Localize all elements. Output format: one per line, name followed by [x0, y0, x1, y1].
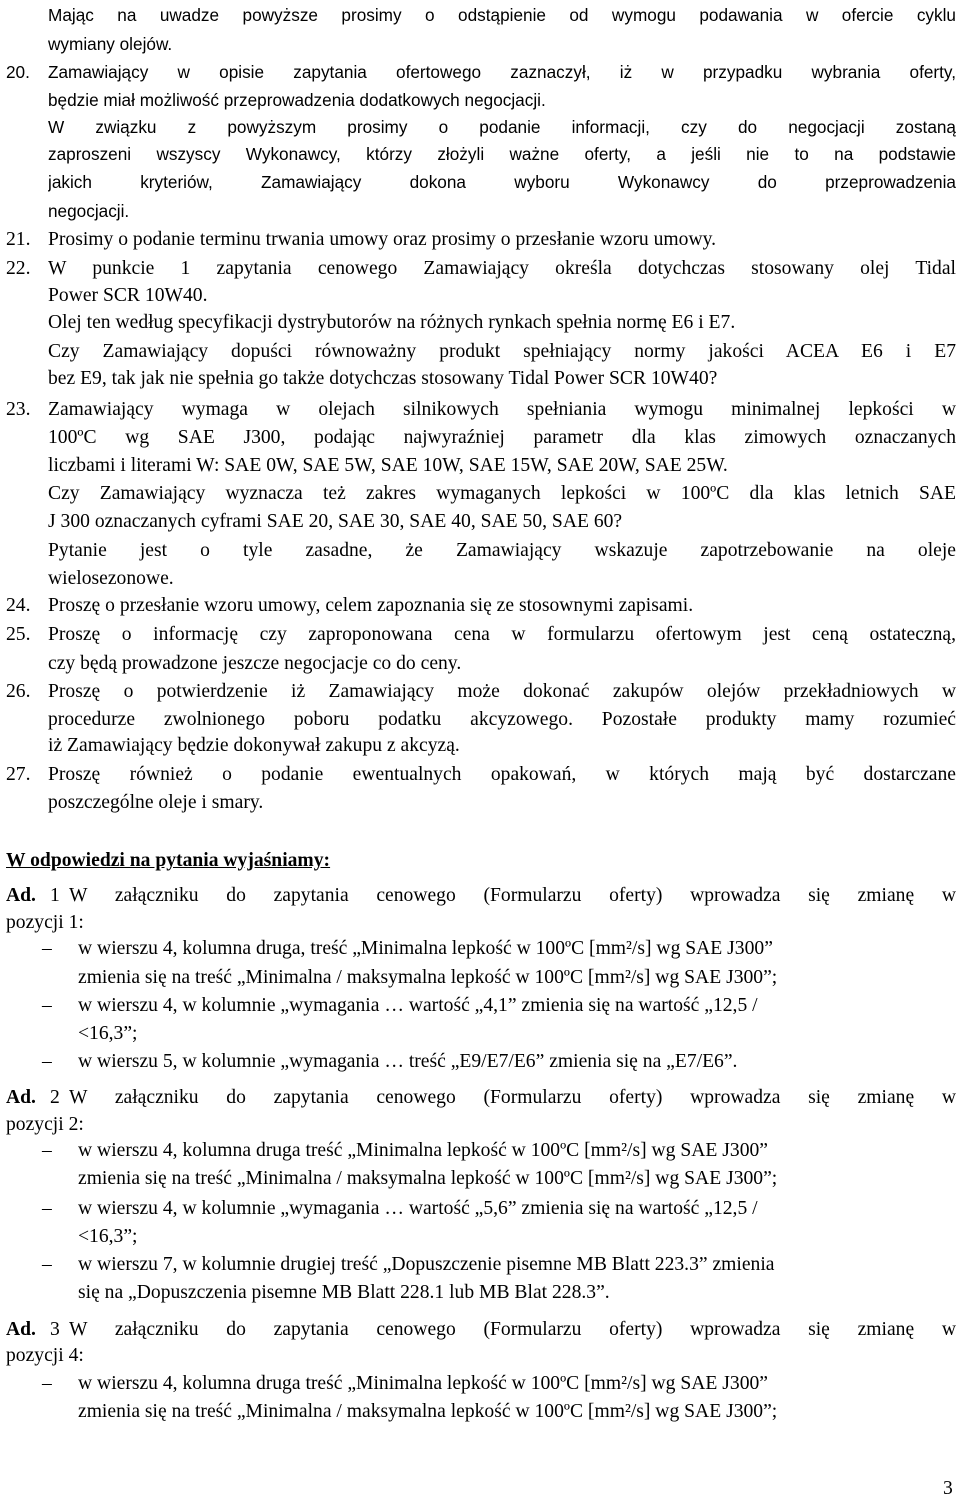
answer-intro-line: pozycji 2: — [6, 1114, 84, 1135]
answer-intro-line: pozycji 4: — [6, 1345, 84, 1366]
bullet-text-line: <16,3”; — [78, 1023, 138, 1044]
question-text-line: Power SCR 10W40. — [48, 285, 208, 306]
question-text-line: Prosimy o podanie terminu trwania umowy oraz prosimy o przesłanie wzoru umowy. — [48, 229, 717, 250]
dash-bullet-icon: – — [42, 995, 52, 1016]
bullet-text-line: zmienia się na treść „Minimalna / maksymalna lepkość w 100ºC [mm²/s] wg SAE J300”; — [78, 967, 778, 988]
page-number: 3 — [943, 1478, 953, 1499]
question-text-line: poszczególne oleje i smary. — [48, 792, 264, 813]
answer-number: 3 — [50, 1319, 60, 1340]
question-text-line: iż Zamawiający będzie dokonywał zakupu z akcyzą. — [48, 735, 460, 756]
question-text-line: Proszę o informację czy zaproponowana cena w formularzu ofertowym jest ceną ostateczną, — [48, 624, 956, 645]
dash-bullet-icon: – — [42, 938, 52, 959]
bullet-text-line: w wierszu 4, w kolumnie „wymagania … wartość „4,1” zmienia się na wartość „12,5 / — [78, 995, 758, 1016]
bullet-text-line: w wierszu 4, kolumna druga treść „Minimalna lepkość w 100ºC [mm²/s] wg SAE J300” — [78, 1373, 768, 1394]
question-text-line: Proszę o potwierdzenie iż Zamawiający może dokonać zakupów olejów przekładniowych w — [48, 681, 956, 702]
question-text-line: negocjacji. — [48, 201, 130, 221]
question-text-line: wymiany olejów. — [48, 34, 173, 54]
answer-label: Ad. — [6, 885, 36, 906]
bullet-text-line: zmienia się na treść „Minimalna / maksymalna lepkość w 100ºC [mm²/s] wg SAE J300”; — [78, 1168, 778, 1189]
question-text-line: wielosezonowe. — [48, 568, 174, 589]
bullet-text-line: w wierszu 5, w kolumnie „wymagania … treść „E9/E7/E6” zmienia się na „E7/E6”. — [78, 1051, 738, 1072]
answer-label: Ad. — [6, 1319, 36, 1340]
answer-intro-line: W załączniku do zapytania cenowego (Formularzu oferty) wprowadza się zmianę w — [69, 885, 956, 906]
question-number: 24. — [6, 595, 31, 616]
question-text-line: Czy Zamawiający dopuści równoważny produkt spełniający normy jakości ACEA E6 i E7 — [48, 341, 956, 362]
question-text-line: W punkcie 1 zapytania cenowego Zamawiający określa dotychczas stosowany olej Tidal — [48, 258, 956, 279]
question-text-line: Olej ten według specyfikacji dystrybutorów na różnych rynkach spełnia normę E6 i E7. — [48, 312, 736, 333]
bullet-text-line: w wierszu 4, w kolumnie „wymagania … wartość „5,6” zmienia się na wartość „12,5 / — [78, 1198, 758, 1219]
dash-bullet-icon: – — [42, 1373, 52, 1394]
question-text-line: Zamawiający w opisie zapytania ofertowego zaznaczył, iż w przypadku wybrania oferty, — [48, 62, 956, 82]
question-text-line: 100ºC wg SAE J300, podając najwyraźniej parametr dla klas zimowych oznaczanych — [48, 427, 956, 448]
dash-bullet-icon: – — [42, 1254, 52, 1275]
question-number: 25. — [6, 624, 31, 645]
question-number: 27. — [6, 764, 31, 785]
question-text-line: liczbami i literami W: SAE 0W, SAE 5W, SAE 10W, SAE 15W, SAE 20W, SAE 25W. — [48, 455, 728, 476]
question-text-line: Zamawiający wymaga w olejach silnikowych spełniania wymogu minimalnej lepkości w — [48, 399, 956, 420]
answer-intro-line: W załączniku do zapytania cenowego (Formularzu oferty) wprowadza się zmianę w — [69, 1319, 956, 1340]
question-number: 21. — [6, 229, 31, 250]
answer-label: Ad. — [6, 1087, 36, 1108]
question-number: 26. — [6, 681, 31, 702]
question-number: 23. — [6, 399, 31, 420]
question-text-line: Proszę o przesłanie wzoru umowy, celem zapoznania się ze stosownymi zapisami. — [48, 595, 694, 616]
bullet-text-line: <16,3”; — [78, 1226, 138, 1247]
question-number: 22. — [6, 258, 31, 279]
answer-number: 2 — [50, 1087, 60, 1108]
bullet-text-line: w wierszu 7, w kolumnie drugiej treść „Dopuszczenie pisemne MB Blatt 223.3” zmienia — [78, 1254, 775, 1275]
dash-bullet-icon: – — [42, 1051, 52, 1072]
answers-heading: W odpowiedzi na pytania wyjaśniamy: — [6, 850, 331, 871]
question-text-line: zaproszeni wszyscy Wykonawcy, którzy złożyli ważne oferty, a jeśli nie to na podstawie — [48, 144, 956, 164]
bullet-text-line: zmienia się na treść „Minimalna / maksymalna lepkość w 100ºC [mm²/s] wg SAE J300”; — [78, 1401, 778, 1422]
question-text-line: bez E9, tak jak nie spełnia go także dotychczas stosowany Tidal Power SCR 10W40? — [48, 368, 718, 389]
bullet-text-line: się na „Dopuszczenia pisemne MB Blatt 228.1 lub MB Blat 228.3”. — [78, 1282, 610, 1303]
question-number: 20. — [6, 62, 30, 82]
bullet-text-line: w wierszu 4, kolumna druga, treść „Minimalna lepkość w 100ºC [mm²/s] wg SAE J300” — [78, 938, 773, 959]
dash-bullet-icon: – — [42, 1198, 52, 1219]
answer-intro-line: W załączniku do zapytania cenowego (Formularzu oferty) wprowadza się zmianę w — [69, 1087, 956, 1108]
answer-number: 1 — [50, 885, 60, 906]
question-text-line: Czy Zamawiający wyznacza też zakres wymaganych lepkości w 100ºC dla klas letnich SAE — [48, 483, 956, 504]
question-text-line: będzie miał możliwość przeprowadzenia dodatkowych negocjacji. — [48, 90, 546, 110]
question-text-line: Proszę również o podanie ewentualnych opakowań, w których mają być dostarczane — [48, 764, 956, 785]
question-text-line: procedurze zwolnionego poboru podatku akcyzowego. Pozostałe produkty mamy rozumieć — [48, 709, 956, 730]
bullet-text-line: w wierszu 4, kolumna druga treść „Minimalna lepkość w 100ºC [mm²/s] wg SAE J300” — [78, 1140, 768, 1161]
question-text-line: jakich kryteriów, Zamawiający dokona wyboru Wykonawcy do przeprowadzenia — [48, 172, 956, 192]
question-text-line: Pytanie jest o tyle zasadne, że Zamawiający wskazuje zapotrzebowanie na oleje — [48, 540, 956, 561]
answer-intro-line: pozycji 1: — [6, 912, 84, 933]
question-text-line: Mając na uwadze powyższe prosimy o odstąpienie od wymogu podawania w ofercie cyklu — [48, 5, 956, 25]
question-text-line: czy będą prowadzone jeszcze negocjacje co do ceny. — [48, 653, 462, 674]
question-text-line: W związku z powyższym prosimy o podanie informacji, czy do negocjacji zostaną — [48, 117, 956, 137]
dash-bullet-icon: – — [42, 1140, 52, 1161]
question-text-line: J 300 oznaczanych cyframi SAE 20, SAE 30, SAE 40, SAE 50, SAE 60? — [48, 511, 623, 532]
